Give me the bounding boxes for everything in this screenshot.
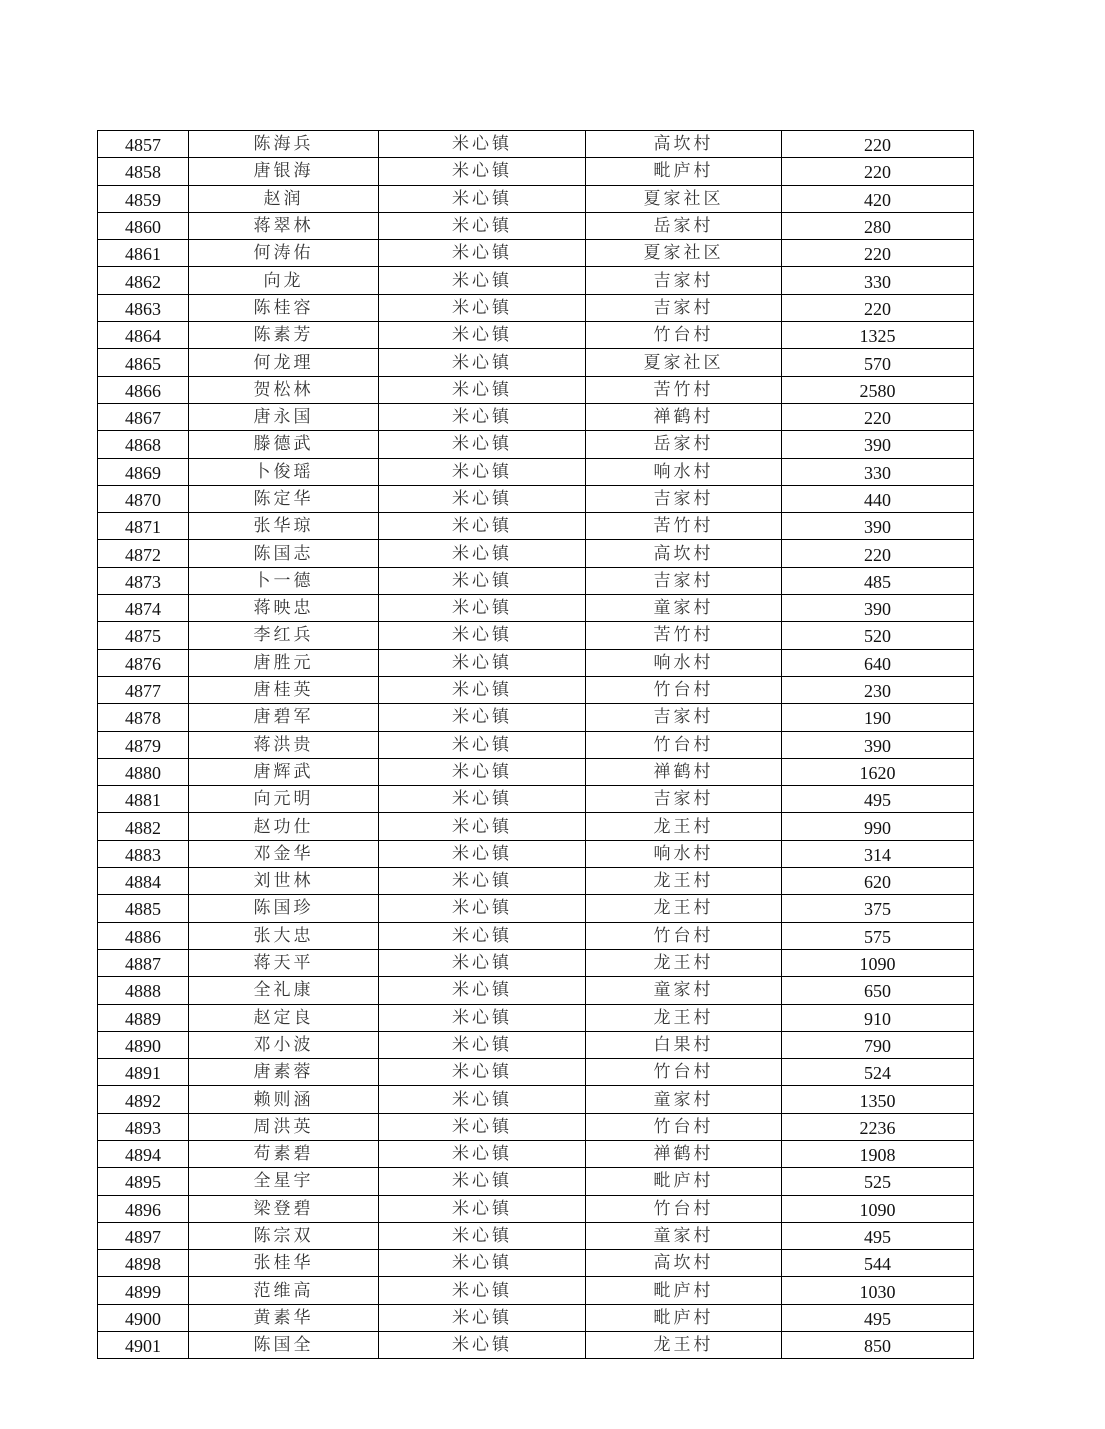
amount-cell: 390 — [782, 513, 974, 540]
table-row — [98, 758, 974, 785]
row-number-cell: 4865 — [98, 349, 189, 376]
row-number-cell: 4860 — [98, 212, 189, 239]
village-cell: 童家村 — [586, 1086, 782, 1113]
amount-cell: 790 — [782, 1031, 974, 1058]
row-number-cell: 4863 — [98, 294, 189, 321]
person-name-cell: 滕德武 — [189, 431, 379, 458]
table-row — [98, 840, 974, 867]
village-cell: 吉家村 — [586, 485, 782, 512]
village-cell: 高坎村 — [586, 1250, 782, 1277]
table-row — [98, 376, 974, 403]
amount-cell: 330 — [782, 267, 974, 294]
table-row — [98, 322, 974, 349]
person-name-cell: 蒋洪贵 — [189, 731, 379, 758]
row-number-cell: 4900 — [98, 1304, 189, 1331]
table-row — [98, 403, 974, 430]
table-row — [98, 1277, 974, 1304]
village-cell: 响水村 — [586, 840, 782, 867]
amount-cell: 220 — [782, 540, 974, 567]
town-cell: 米心镇 — [379, 868, 586, 895]
village-cell: 夏家社区 — [586, 185, 782, 212]
row-number-cell: 4867 — [98, 403, 189, 430]
row-number-cell: 4878 — [98, 704, 189, 731]
amount-cell: 220 — [782, 131, 974, 158]
village-cell: 毗庐村 — [586, 1277, 782, 1304]
amount-cell: 220 — [782, 294, 974, 321]
amount-cell: 190 — [782, 704, 974, 731]
row-number-cell: 4869 — [98, 458, 189, 485]
row-number-cell: 4889 — [98, 1004, 189, 1031]
person-name-cell: 蒋天平 — [189, 949, 379, 976]
amount-cell: 2580 — [782, 376, 974, 403]
village-cell: 竹台村 — [586, 731, 782, 758]
row-number-cell: 4866 — [98, 376, 189, 403]
row-number-cell: 4885 — [98, 895, 189, 922]
person-name-cell: 陈宗双 — [189, 1222, 379, 1249]
amount-cell: 495 — [782, 1304, 974, 1331]
amount-cell: 1090 — [782, 1195, 974, 1222]
village-cell: 吉家村 — [586, 294, 782, 321]
row-number-cell: 4876 — [98, 649, 189, 676]
person-name-cell: 唐辉武 — [189, 758, 379, 785]
person-name-cell: 赵润 — [189, 185, 379, 212]
village-cell: 毗庐村 — [586, 158, 782, 185]
table-row — [98, 540, 974, 567]
village-cell: 岳家村 — [586, 431, 782, 458]
person-name-cell: 陈海兵 — [189, 131, 379, 158]
table-row — [98, 431, 974, 458]
data-table — [97, 130, 974, 1359]
town-cell: 米心镇 — [379, 349, 586, 376]
person-name-cell: 陈国志 — [189, 540, 379, 567]
row-number-cell: 4890 — [98, 1031, 189, 1058]
row-number-cell: 4888 — [98, 977, 189, 1004]
town-cell: 米心镇 — [379, 1304, 586, 1331]
town-cell: 米心镇 — [379, 595, 586, 622]
person-name-cell: 卜一德 — [189, 567, 379, 594]
person-name-cell: 何涛佑 — [189, 240, 379, 267]
amount-cell: 525 — [782, 1168, 974, 1195]
town-cell: 米心镇 — [379, 922, 586, 949]
amount-cell: 220 — [782, 240, 974, 267]
table-row — [98, 813, 974, 840]
row-number-cell: 4897 — [98, 1222, 189, 1249]
amount-cell: 1090 — [782, 949, 974, 976]
table-row — [98, 1304, 974, 1331]
village-cell: 响水村 — [586, 458, 782, 485]
town-cell: 米心镇 — [379, 676, 586, 703]
table-row — [98, 895, 974, 922]
village-cell: 苦竹村 — [586, 622, 782, 649]
town-cell: 米心镇 — [379, 1222, 586, 1249]
table-row — [98, 595, 974, 622]
row-number-cell: 4892 — [98, 1086, 189, 1113]
village-cell: 龙王村 — [586, 895, 782, 922]
person-name-cell: 唐胜元 — [189, 649, 379, 676]
row-number-cell: 4886 — [98, 922, 189, 949]
person-name-cell: 张桂华 — [189, 1250, 379, 1277]
town-cell: 米心镇 — [379, 322, 586, 349]
amount-cell: 420 — [782, 185, 974, 212]
table-row — [98, 1113, 974, 1140]
table-row — [98, 349, 974, 376]
person-name-cell: 唐永国 — [189, 403, 379, 430]
town-cell: 米心镇 — [379, 1250, 586, 1277]
row-number-cell: 4859 — [98, 185, 189, 212]
village-cell: 龙王村 — [586, 1004, 782, 1031]
row-number-cell: 4873 — [98, 567, 189, 594]
table-row — [98, 158, 974, 185]
town-cell: 米心镇 — [379, 294, 586, 321]
person-name-cell: 向元明 — [189, 786, 379, 813]
table-row — [98, 676, 974, 703]
row-number-cell: 4882 — [98, 813, 189, 840]
village-cell: 龙王村 — [586, 949, 782, 976]
amount-cell: 390 — [782, 431, 974, 458]
village-cell: 岳家村 — [586, 212, 782, 239]
table-row — [98, 267, 974, 294]
amount-cell: 220 — [782, 403, 974, 430]
town-cell: 米心镇 — [379, 513, 586, 540]
amount-cell: 1030 — [782, 1277, 974, 1304]
person-name-cell: 全星宇 — [189, 1168, 379, 1195]
amount-cell: 990 — [782, 813, 974, 840]
town-cell: 米心镇 — [379, 840, 586, 867]
town-cell: 米心镇 — [379, 431, 586, 458]
row-number-cell: 4877 — [98, 676, 189, 703]
table-row — [98, 1222, 974, 1249]
row-number-cell: 4870 — [98, 485, 189, 512]
village-cell: 吉家村 — [586, 267, 782, 294]
person-name-cell: 卜俊瑶 — [189, 458, 379, 485]
table-row — [98, 786, 974, 813]
row-number-cell: 4894 — [98, 1140, 189, 1167]
table-row — [98, 704, 974, 731]
person-name-cell: 贺松林 — [189, 376, 379, 403]
village-cell: 竹台村 — [586, 1059, 782, 1086]
amount-cell: 620 — [782, 868, 974, 895]
amount-cell: 640 — [782, 649, 974, 676]
person-name-cell: 黄素华 — [189, 1304, 379, 1331]
town-cell: 米心镇 — [379, 1140, 586, 1167]
person-name-cell: 全礼康 — [189, 977, 379, 1004]
table-row — [98, 294, 974, 321]
village-cell: 苦竹村 — [586, 513, 782, 540]
village-cell: 竹台村 — [586, 676, 782, 703]
person-name-cell: 陈素芳 — [189, 322, 379, 349]
town-cell: 米心镇 — [379, 240, 586, 267]
amount-cell: 544 — [782, 1250, 974, 1277]
town-cell: 米心镇 — [379, 1168, 586, 1195]
village-cell: 高坎村 — [586, 131, 782, 158]
table-row — [98, 977, 974, 1004]
village-cell: 禅鹤村 — [586, 1140, 782, 1167]
amount-cell: 485 — [782, 567, 974, 594]
town-cell: 米心镇 — [379, 185, 586, 212]
person-name-cell: 邓小波 — [189, 1031, 379, 1058]
village-cell: 禅鹤村 — [586, 403, 782, 430]
table-row — [98, 485, 974, 512]
person-name-cell: 赖则涵 — [189, 1086, 379, 1113]
amount-cell: 220 — [782, 158, 974, 185]
town-cell: 米心镇 — [379, 131, 586, 158]
person-name-cell: 梁登碧 — [189, 1195, 379, 1222]
village-cell: 吉家村 — [586, 567, 782, 594]
person-name-cell: 周洪英 — [189, 1113, 379, 1140]
amount-cell: 390 — [782, 595, 974, 622]
amount-cell: 390 — [782, 731, 974, 758]
village-cell: 竹台村 — [586, 922, 782, 949]
amount-cell: 495 — [782, 1222, 974, 1249]
table-row — [98, 1168, 974, 1195]
person-name-cell: 张华琼 — [189, 513, 379, 540]
town-cell: 米心镇 — [379, 267, 586, 294]
town-cell: 米心镇 — [379, 949, 586, 976]
table-row — [98, 1195, 974, 1222]
table-row — [98, 1140, 974, 1167]
person-name-cell: 何龙理 — [189, 349, 379, 376]
town-cell: 米心镇 — [379, 1059, 586, 1086]
town-cell: 米心镇 — [379, 813, 586, 840]
row-number-cell: 4898 — [98, 1250, 189, 1277]
amount-cell: 314 — [782, 840, 974, 867]
amount-cell: 495 — [782, 786, 974, 813]
village-cell: 龙王村 — [586, 1332, 782, 1359]
village-cell: 高坎村 — [586, 540, 782, 567]
row-number-cell: 4895 — [98, 1168, 189, 1195]
row-number-cell: 4871 — [98, 513, 189, 540]
village-cell: 夏家社区 — [586, 349, 782, 376]
town-cell: 米心镇 — [379, 622, 586, 649]
town-cell: 米心镇 — [379, 649, 586, 676]
table-row — [98, 1059, 974, 1086]
village-cell: 响水村 — [586, 649, 782, 676]
town-cell: 米心镇 — [379, 158, 586, 185]
person-name-cell: 陈国全 — [189, 1332, 379, 1359]
table-row — [98, 1004, 974, 1031]
table-row — [98, 731, 974, 758]
village-cell: 竹台村 — [586, 322, 782, 349]
row-number-cell: 4893 — [98, 1113, 189, 1140]
village-cell: 毗庐村 — [586, 1168, 782, 1195]
table-row — [98, 1250, 974, 1277]
table-row — [98, 567, 974, 594]
person-name-cell: 唐银海 — [189, 158, 379, 185]
row-number-cell: 4874 — [98, 595, 189, 622]
table-row — [98, 622, 974, 649]
amount-cell: 1620 — [782, 758, 974, 785]
town-cell: 米心镇 — [379, 1332, 586, 1359]
town-cell: 米心镇 — [379, 403, 586, 430]
village-cell: 龙王村 — [586, 868, 782, 895]
town-cell: 米心镇 — [379, 376, 586, 403]
amount-cell: 570 — [782, 349, 974, 376]
table-row — [98, 922, 974, 949]
person-name-cell: 陈桂容 — [189, 294, 379, 321]
table-row — [98, 131, 974, 158]
amount-cell: 375 — [782, 895, 974, 922]
village-cell: 夏家社区 — [586, 240, 782, 267]
amount-cell: 524 — [782, 1059, 974, 1086]
amount-cell: 520 — [782, 622, 974, 649]
person-name-cell: 蒋翠林 — [189, 212, 379, 239]
row-number-cell: 4857 — [98, 131, 189, 158]
amount-cell: 1908 — [782, 1140, 974, 1167]
amount-cell: 1350 — [782, 1086, 974, 1113]
person-name-cell: 唐桂英 — [189, 676, 379, 703]
town-cell: 米心镇 — [379, 1277, 586, 1304]
person-name-cell: 陈定华 — [189, 485, 379, 512]
village-cell: 童家村 — [586, 1222, 782, 1249]
village-cell: 竹台村 — [586, 1113, 782, 1140]
person-name-cell: 范维高 — [189, 1277, 379, 1304]
table-row — [98, 458, 974, 485]
village-cell: 白果村 — [586, 1031, 782, 1058]
town-cell: 米心镇 — [379, 540, 586, 567]
town-cell: 米心镇 — [379, 758, 586, 785]
row-number-cell: 4880 — [98, 758, 189, 785]
row-number-cell: 4858 — [98, 158, 189, 185]
village-cell: 禅鹤村 — [586, 758, 782, 785]
row-number-cell: 4899 — [98, 1277, 189, 1304]
amount-cell: 650 — [782, 977, 974, 1004]
table-body — [98, 131, 974, 1359]
row-number-cell: 4881 — [98, 786, 189, 813]
table-row — [98, 1332, 974, 1359]
town-cell: 米心镇 — [379, 786, 586, 813]
person-name-cell: 李红兵 — [189, 622, 379, 649]
town-cell: 米心镇 — [379, 977, 586, 1004]
town-cell: 米心镇 — [379, 1086, 586, 1113]
town-cell: 米心镇 — [379, 1031, 586, 1058]
row-number-cell: 4868 — [98, 431, 189, 458]
row-number-cell: 4883 — [98, 840, 189, 867]
person-name-cell: 蒋映忠 — [189, 595, 379, 622]
person-name-cell: 陈国珍 — [189, 895, 379, 922]
amount-cell: 910 — [782, 1004, 974, 1031]
row-number-cell: 4891 — [98, 1059, 189, 1086]
town-cell: 米心镇 — [379, 704, 586, 731]
row-number-cell: 4879 — [98, 731, 189, 758]
person-name-cell: 唐碧军 — [189, 704, 379, 731]
person-name-cell: 赵定良 — [189, 1004, 379, 1031]
row-number-cell: 4901 — [98, 1332, 189, 1359]
village-cell: 童家村 — [586, 977, 782, 1004]
table-row — [98, 185, 974, 212]
table-row — [98, 1086, 974, 1113]
amount-cell: 1325 — [782, 322, 974, 349]
person-name-cell: 刘世林 — [189, 868, 379, 895]
table-row — [98, 949, 974, 976]
town-cell: 米心镇 — [379, 567, 586, 594]
row-number-cell: 4875 — [98, 622, 189, 649]
row-number-cell: 4862 — [98, 267, 189, 294]
row-number-cell: 4887 — [98, 949, 189, 976]
village-cell: 苦竹村 — [586, 376, 782, 403]
village-cell: 龙王村 — [586, 813, 782, 840]
village-cell: 吉家村 — [586, 786, 782, 813]
person-name-cell: 赵功仕 — [189, 813, 379, 840]
town-cell: 米心镇 — [379, 1195, 586, 1222]
amount-cell: 330 — [782, 458, 974, 485]
person-name-cell: 邓金华 — [189, 840, 379, 867]
table-row — [98, 212, 974, 239]
row-number-cell: 4884 — [98, 868, 189, 895]
town-cell: 米心镇 — [379, 895, 586, 922]
town-cell: 米心镇 — [379, 485, 586, 512]
row-number-cell: 4861 — [98, 240, 189, 267]
town-cell: 米心镇 — [379, 212, 586, 239]
amount-cell: 440 — [782, 485, 974, 512]
table-row — [98, 240, 974, 267]
town-cell: 米心镇 — [379, 1004, 586, 1031]
amount-cell: 850 — [782, 1332, 974, 1359]
village-cell: 竹台村 — [586, 1195, 782, 1222]
table-row — [98, 513, 974, 540]
table-row — [98, 649, 974, 676]
person-name-cell: 向龙 — [189, 267, 379, 294]
amount-cell: 230 — [782, 676, 974, 703]
person-name-cell: 苟素碧 — [189, 1140, 379, 1167]
town-cell: 米心镇 — [379, 1113, 586, 1140]
table-row — [98, 868, 974, 895]
person-name-cell: 张大忠 — [189, 922, 379, 949]
amount-cell: 575 — [782, 922, 974, 949]
person-name-cell: 唐素蓉 — [189, 1059, 379, 1086]
row-number-cell: 4896 — [98, 1195, 189, 1222]
town-cell: 米心镇 — [379, 458, 586, 485]
village-cell: 毗庐村 — [586, 1304, 782, 1331]
village-cell: 吉家村 — [586, 704, 782, 731]
town-cell: 米心镇 — [379, 731, 586, 758]
village-cell: 童家村 — [586, 595, 782, 622]
row-number-cell: 4872 — [98, 540, 189, 567]
amount-cell: 2236 — [782, 1113, 974, 1140]
row-number-cell: 4864 — [98, 322, 189, 349]
amount-cell: 280 — [782, 212, 974, 239]
table-row — [98, 1031, 974, 1058]
